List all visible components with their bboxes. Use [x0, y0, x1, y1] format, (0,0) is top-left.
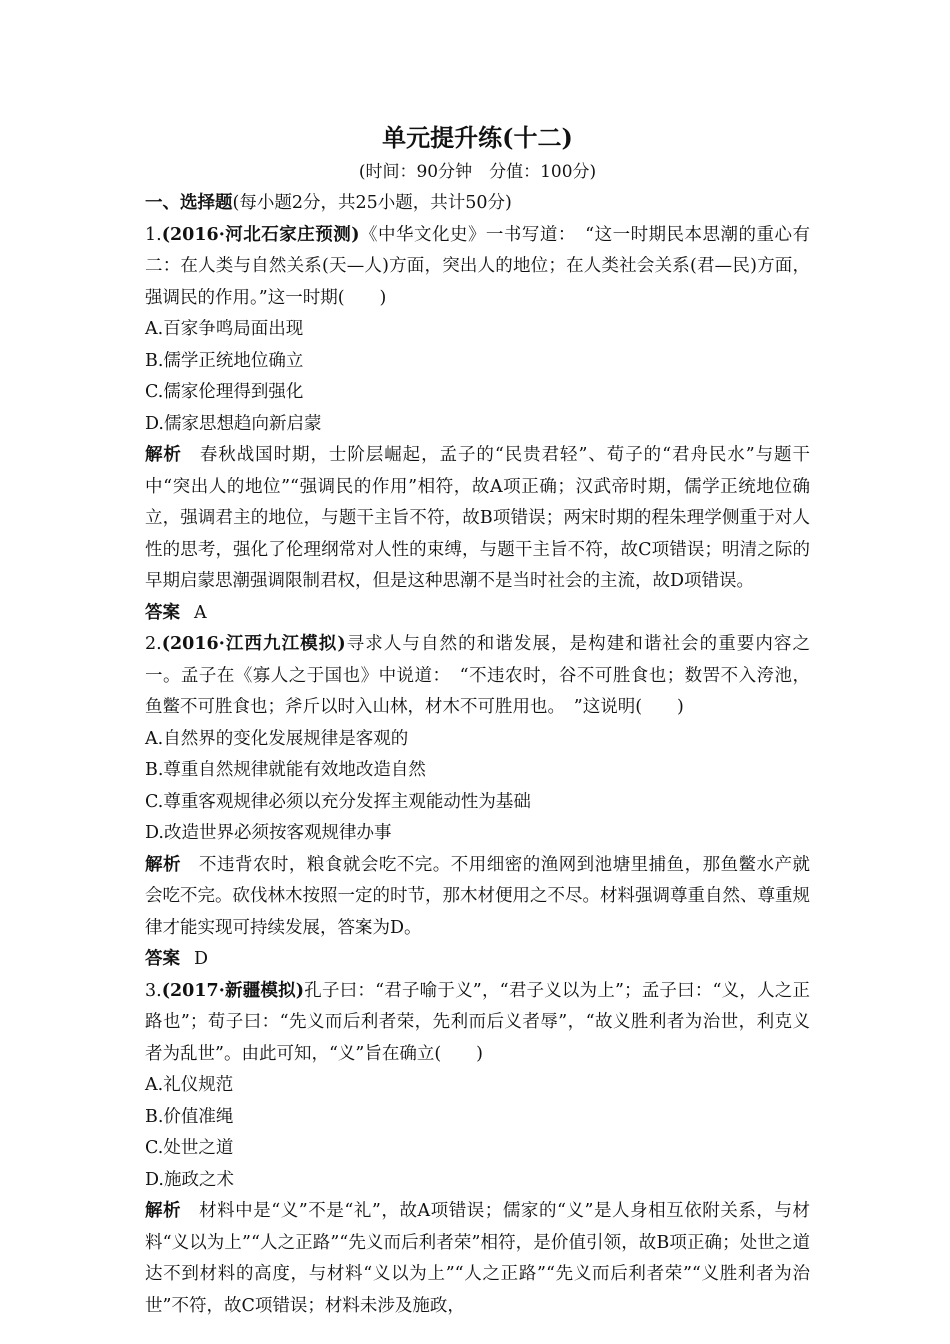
option-a: A.自然界的变化发展规律是客观的 — [145, 728, 409, 749]
section-note: (每小题2分，共25小题，共计50分) — [232, 193, 512, 213]
analysis — [145, 440, 810, 598]
analysis-label: 解析 — [145, 854, 181, 875]
analysis-label: 解析 — [145, 1201, 182, 1221]
options — [145, 1070, 810, 1196]
section-heading-line — [145, 188, 810, 220]
question-text: 寻求人与自然的和谐发展，是构建和谐社会的重要内容之一。孟子在《寡人之于国也》中说道： “不违农时，谷不可胜食也；数罟不入洿池，鱼鳖不可胜食也；斧斤以时入山林，材木不可胜用也。 ”这说明( ) — [145, 634, 811, 717]
option-b: B.儒学正统地位确立 — [145, 350, 304, 371]
question-1 — [145, 220, 810, 630]
answer-label: 答案 — [145, 949, 180, 969]
analysis — [145, 1196, 810, 1322]
answer — [145, 598, 810, 630]
option-c: C.儒家伦理得到强化 — [145, 382, 304, 402]
question-source: (2017·新疆模拟) — [161, 980, 305, 1001]
option-b: B.价值准绳 — [145, 1106, 234, 1127]
analysis-text: 春秋战国时期，士阶层崛起，孟子的“民贵君轻”、荀子的“君舟民水”与题干中“突出人的地位”“强调民的作用”相符，故A项正确；汉武帝时期，儒学正统地位确立，强调君主的地位，与题干主旨不符，故B项错误；两宋时期的程朱理学侧重于对人性的思考，强化了伦理纲常对人性的束缚，与题干主旨不符，故C项错误；明清之际的早期启蒙思潮强调限制君权，但是这种思潮不是当时社会的主流，故D项错误。 — [145, 445, 810, 591]
question-text: 《中华文化史》一书写道： “这一时期民本思潮的重心有二：在人类与自然关系(天—人)方面，突出人的地位；在人类社会关系(君—民)方面，强调民的作用。”这一时期( ) — [145, 224, 810, 308]
exam-info: (时间：90分钟 分值：100分) — [358, 162, 597, 182]
analysis-label: 解析 — [145, 445, 182, 465]
analysis-text: 材料中是“义”不是“礼”，故A项错误；儒家的“义”是人身相互依附关系，与材料“义以为上”“人之正路”“先义而后利者荣”相符，是价值引领，故B项正确；处世之道达不到材料的高度，与材料“义以为上”“人之正路”“先义而后利者荣”“义胜利者为治世”不符，故C项错误；材料未涉及施政， — [145, 1201, 810, 1316]
question-number: 3. — [145, 980, 162, 1001]
question-source: (2016·河北石家庄预测) — [161, 224, 360, 245]
analysis-text: 不违背农时，粮食就会吃不完。不用细密的渔网到池塘里捕鱼，那鱼鳖水产就会吃不完。砍伐林木按照一定的时节，那木材便用之不尽。材料强调尊重自然、尊重规律才能实现可持续发展，答案为D。 — [145, 854, 811, 938]
question-number: 1. — [145, 224, 162, 245]
question-text: 孔子曰：“君子喻于义”，“君子义以为上”；孟子曰：“义，人之正路也”；荀子曰：“先义而后利者荣，先利而后义者辱”，“故义胜利者为治世，利克义者为乱世”。由此可知，“义”旨在确立( ) — [145, 980, 810, 1064]
page-title: 单元提升练(十二) — [382, 123, 573, 152]
option-a: A.礼仪规范 — [145, 1075, 234, 1095]
question-stem — [145, 976, 810, 1071]
document-content — [145, 118, 810, 1322]
question-stem — [145, 220, 810, 315]
answer-value: D — [194, 949, 209, 969]
analysis — [145, 850, 810, 945]
section-heading: 一、选择题 — [145, 193, 233, 213]
option-d: D.改造世界必须按客观规律办事 — [145, 823, 392, 843]
question-2 — [145, 629, 810, 976]
option-d: D.儒家思想趋向新启蒙 — [145, 413, 322, 434]
question-stem — [145, 629, 810, 724]
option-d: D.施政之术 — [145, 1169, 234, 1190]
answer — [145, 944, 810, 976]
option-c: C.处世之道 — [145, 1138, 234, 1158]
answer-value: A — [194, 602, 207, 623]
question-3 — [145, 976, 810, 1323]
answer-label: 答案 — [145, 602, 180, 623]
option-a: A.百家争鸣局面出现 — [145, 319, 304, 339]
question-source: (2016·江西九江模拟) — [161, 634, 346, 654]
question-number: 2. — [145, 634, 162, 654]
option-c: C.尊重客观规律必须以充分发挥主观能动性为基础 — [145, 791, 531, 812]
option-b: B.尊重自然规律就能有效地改造自然 — [145, 760, 426, 780]
options — [145, 314, 810, 440]
